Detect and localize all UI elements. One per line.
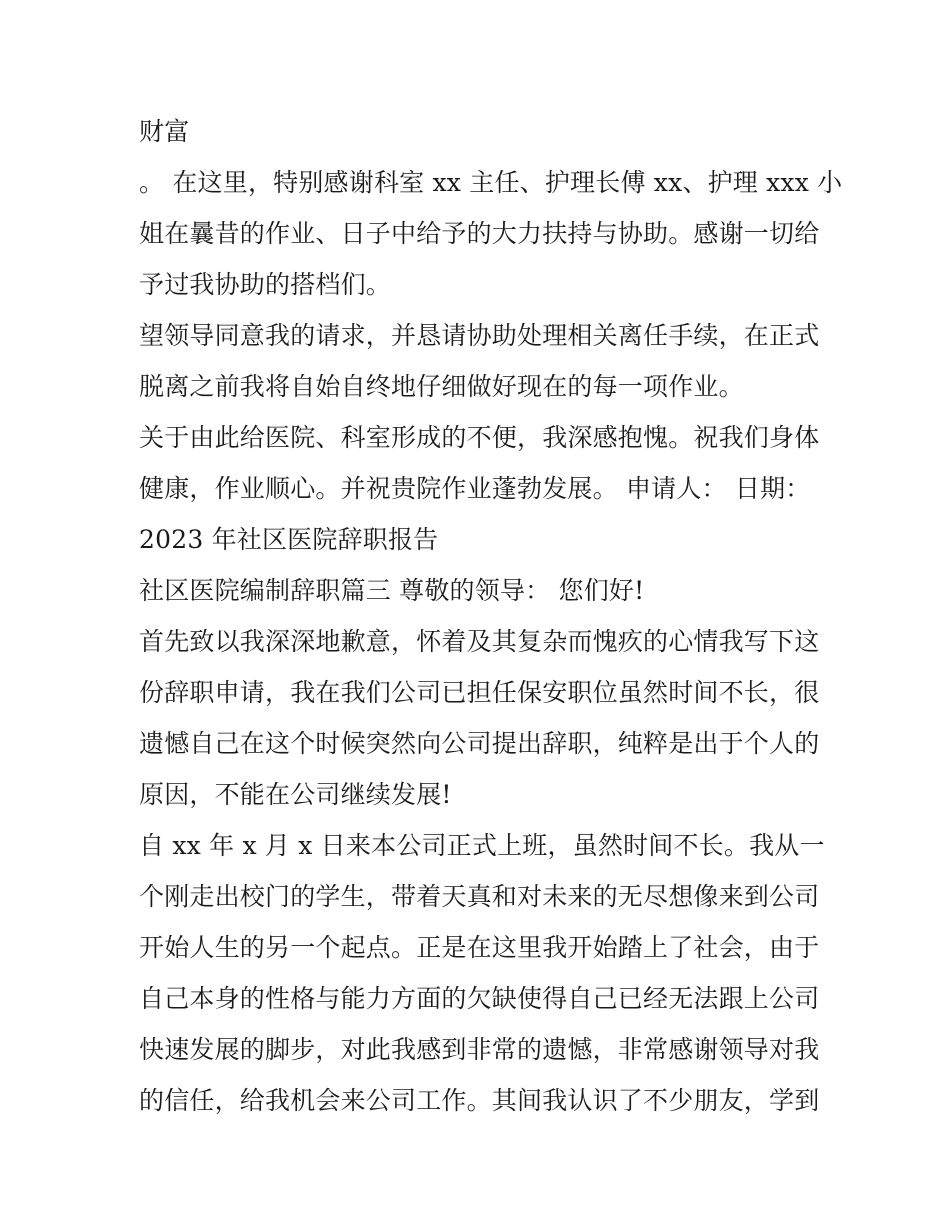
text-line: 脱离之前我将自始自终地仔细做好现在的每一项作业。 xyxy=(139,372,744,401)
text-line: 予过我协助的搭档们。 xyxy=(139,270,392,299)
text-line: 健康，作业顺心。并祝贵院作业蓬勃发展。 申请人： 日期： xyxy=(139,474,811,503)
text-line: 自己本身的性格与能力方面的欠缺使得自己已经无法跟上公司 xyxy=(139,984,820,1013)
text-line: 。 在这里，特别感谢科室 xx 主任、护理长傅 xx、护理 xxx 小 xyxy=(139,168,843,197)
text-line: 快速发展的脚步，对此我感到非常的遗憾，非常感谢领导对我 xyxy=(139,1035,820,1064)
section-title: 2023 年社区医院辞职报告 xyxy=(139,525,439,554)
text-line: 姐在曩昔的作业、日子中给予的大力扶持与协助。感谢一切给 xyxy=(139,219,820,248)
text-line: 社区医院编制辞职篇三 尊敬的领导： 您们好! xyxy=(139,576,645,605)
text-line: 财富 xyxy=(139,117,190,146)
text-line: 原因，不能在公司继续发展! xyxy=(139,780,452,809)
text-line: 望领导同意我的请求，并恳请协助处理相关离任手续，在正式 xyxy=(139,321,820,350)
text-line: 个刚走出校门的学生，带着天真和对未来的无尽想像来到公司 xyxy=(139,882,820,911)
document-body xyxy=(139,106,843,1126)
text-line: 关于由此给医院、科室形成的不便，我深感抱愧。祝我们身体 xyxy=(139,423,820,452)
text-line: 自 xx 年 x 月 x 日来本公司正式上班，虽然时间不长。我从一 xyxy=(139,831,825,860)
text-line: 开始人生的另一个起点。正是在这里我开始踏上了社会，由于 xyxy=(139,933,820,962)
text-line: 份辞职申请，我在我们公司已担任保安职位虽然时间不长，很 xyxy=(139,678,820,707)
text-line: 首先致以我深深地歉意，怀着及其复杂而愧疚的心情我写下这 xyxy=(139,627,820,656)
text-line: 遗憾自己在这个时候突然向公司提出辞职，纯粹是出于个人的 xyxy=(139,729,820,758)
text-line: 的信任，给我机会来公司工作。其间我认识了不少朋友，学到 xyxy=(139,1086,820,1115)
